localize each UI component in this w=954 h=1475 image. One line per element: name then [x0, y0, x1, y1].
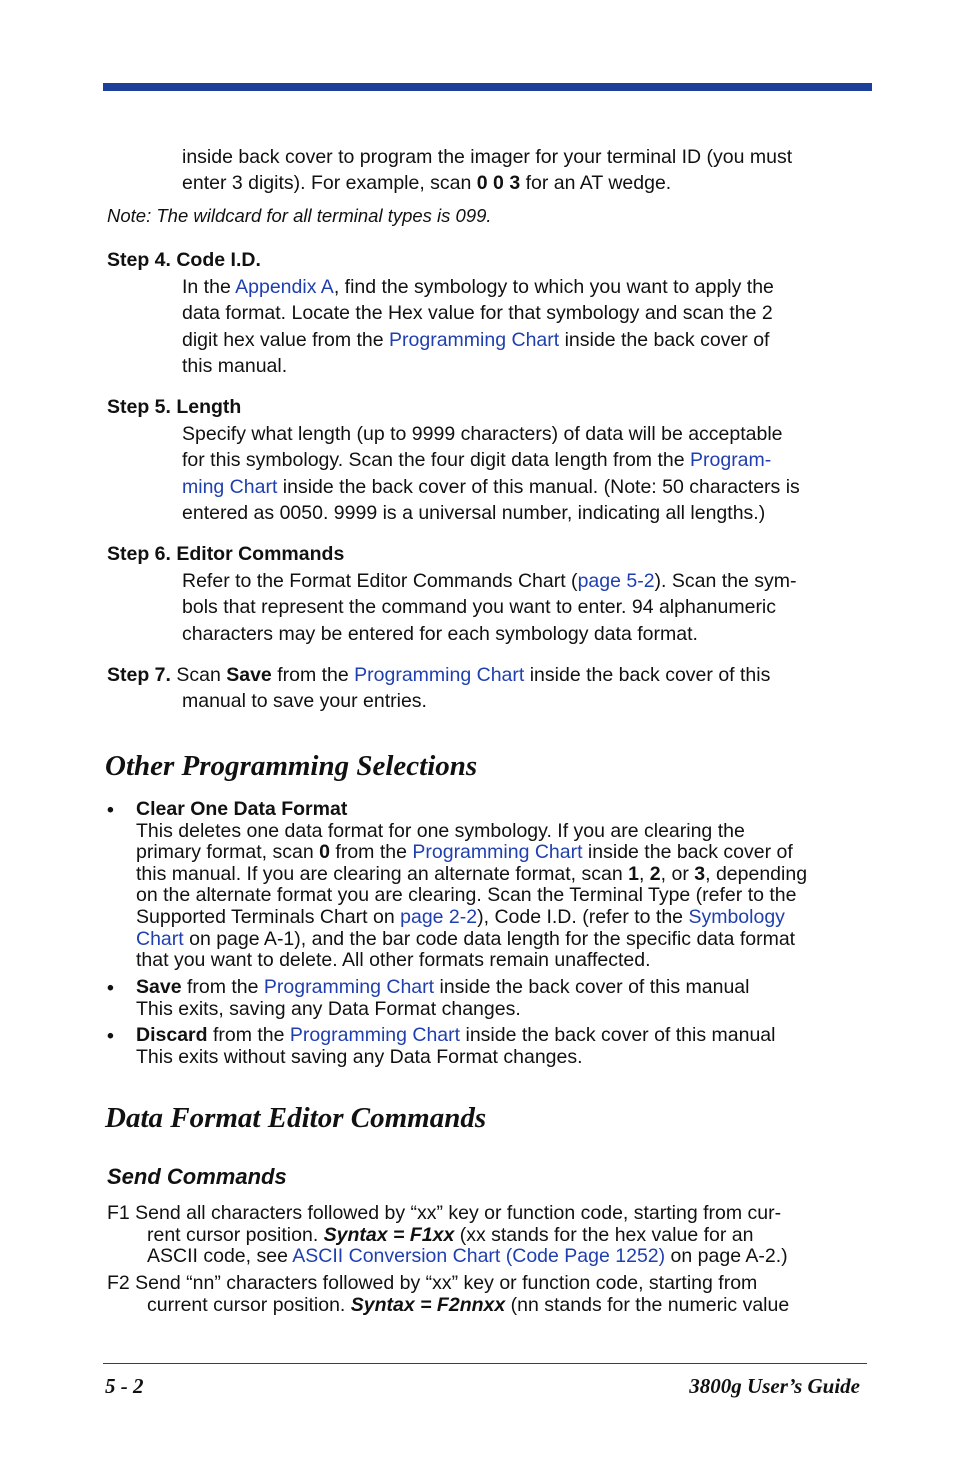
header-rule [103, 83, 872, 91]
programming-chart-link[interactable]: Programming Chart [263, 976, 435, 998]
bullet-icon: • [107, 977, 114, 999]
section-heading-editor-commands: Data Format Editor Commands [105, 1102, 487, 1134]
programming-chart-link[interactable]: Programming Chart [389, 328, 560, 351]
intro-paragraph [182, 144, 792, 197]
programming-chart-link[interactable]: Programming Chart [412, 841, 583, 864]
save-item: Save from the Programming Chart inside the back cover of this manual This exits, saving any Data Format changes. [136, 976, 750, 1020]
wildcard-note: Note: The wildcard for all terminal types is 099. [107, 205, 492, 226]
step-5-body: Specify what length (up to 9999 characters) of data will be acceptable for this symbology. Scan the four digit data length from the Program- ming Chart inside the back cover of this manual. (Note: 50 characters is entered as 0050. 9999 is a universal number, indicating all lengths.) [182, 423, 800, 524]
programming-chart-link[interactable]: Programming Chart [354, 664, 525, 686]
f1-command: F1 Send all characters followed by “xx” key or function code, starting from cur- rent cursor position. Syntax = F1xx (xx stands for the hex value for an ASCII code, see ASCII Conversion Chart (Code Page 1252) on page A-2.) [107, 1202, 788, 1268]
step-6-body: Refer to the Format Editor Commands Chart (page 5-2). Scan the sym- bols that represent the command you want to enter. 94 alphanumeric characters may be entered for each symbology data format. [182, 570, 797, 645]
intro-line: inside back cover to program the imager for your terminal ID (you must [182, 146, 793, 168]
bullet-icon: • [107, 1025, 114, 1047]
f1-syntax: Syntax = F1xx [323, 1223, 455, 1246]
step-4-body: In the Appendix A, find the symbology to which you want to apply the data format. Locate the Hex value for that symbology and scan the 2 digit hex value from the Programming Chart inside the back cover of this manual. [182, 276, 774, 377]
symbology-chart-link[interactable]: Symbology [688, 905, 785, 928]
step-5-title: Step 5. Length [107, 396, 242, 418]
symbology-chart-link[interactable]: Chart [136, 927, 184, 950]
discard-item: Discard from the Programming Chart inside the back cover of this manual This exits without saving any Data Format changes. [136, 1024, 776, 1068]
step-6-title: Step 6. Editor Commands [107, 543, 345, 565]
page-5-2-link[interactable]: page 5-2 [577, 570, 655, 592]
save-title: Save [136, 976, 182, 998]
ascii-conversion-chart-link[interactable]: ASCII Conversion Chart (Code Page 1252) [292, 1245, 666, 1268]
discard-title: Discard [136, 1024, 208, 1046]
step-4-title: Step 4. Code I.D. [107, 249, 261, 271]
terminal-id-example: 0 0 3 [476, 172, 521, 195]
subsection-heading-send-commands: Send Commands [107, 1164, 287, 1189]
bullet-icon: • [107, 799, 114, 821]
f2-command: F2 Send “nn” characters followed by “xx” key or function code, starting from current cursor position. Syntax = F2nnxx (nn stands for the numeric value [107, 1272, 790, 1316]
intro-line: enter 3 digits). For example, scan 0 0 3 for an AT wedge. [182, 172, 672, 195]
clear-format-item: Clear One Data Format This deletes one data format for one symbology. If you are clearing the primary format, scan 0 from the Programming Chart inside the back cover of this manual. If you are clearing an alternate format, scan 1, 2, or 3, depending on the alternate format you are clearing. Scan the Terminal Type (refer to the Supported Terminals Chart on page 2-2), Code I.D. (refer to the Symbology Chart on page A-1), and the bar code data length for the specific data format that you want to delete. All other formats remain unaffected. [136, 798, 808, 972]
programming-chart-link[interactable]: Programming Chart [289, 1024, 461, 1046]
guide-title: 3800g User’s Guide [689, 1374, 860, 1398]
appendix-a-link[interactable]: Appendix A [235, 276, 334, 298]
page-2-2-link[interactable]: page 2-2 [400, 905, 478, 928]
footer-rule [103, 1363, 867, 1364]
clear-format-title: Clear One Data Format [136, 798, 348, 820]
programming-chart-link[interactable]: Program- [690, 449, 772, 472]
f2-syntax: Syntax = F2nnxx [350, 1293, 506, 1316]
section-heading-other-programming: Other Programming Selections [105, 750, 478, 782]
page-number: 5 - 2 [105, 1374, 144, 1398]
step-7-title: Step 7. [107, 664, 171, 686]
programming-chart-link[interactable]: ming Chart [182, 475, 278, 498]
step-7: Step 7. Scan Save from the Programming Chart inside the back cover of this manual to save your entries. [107, 664, 771, 713]
